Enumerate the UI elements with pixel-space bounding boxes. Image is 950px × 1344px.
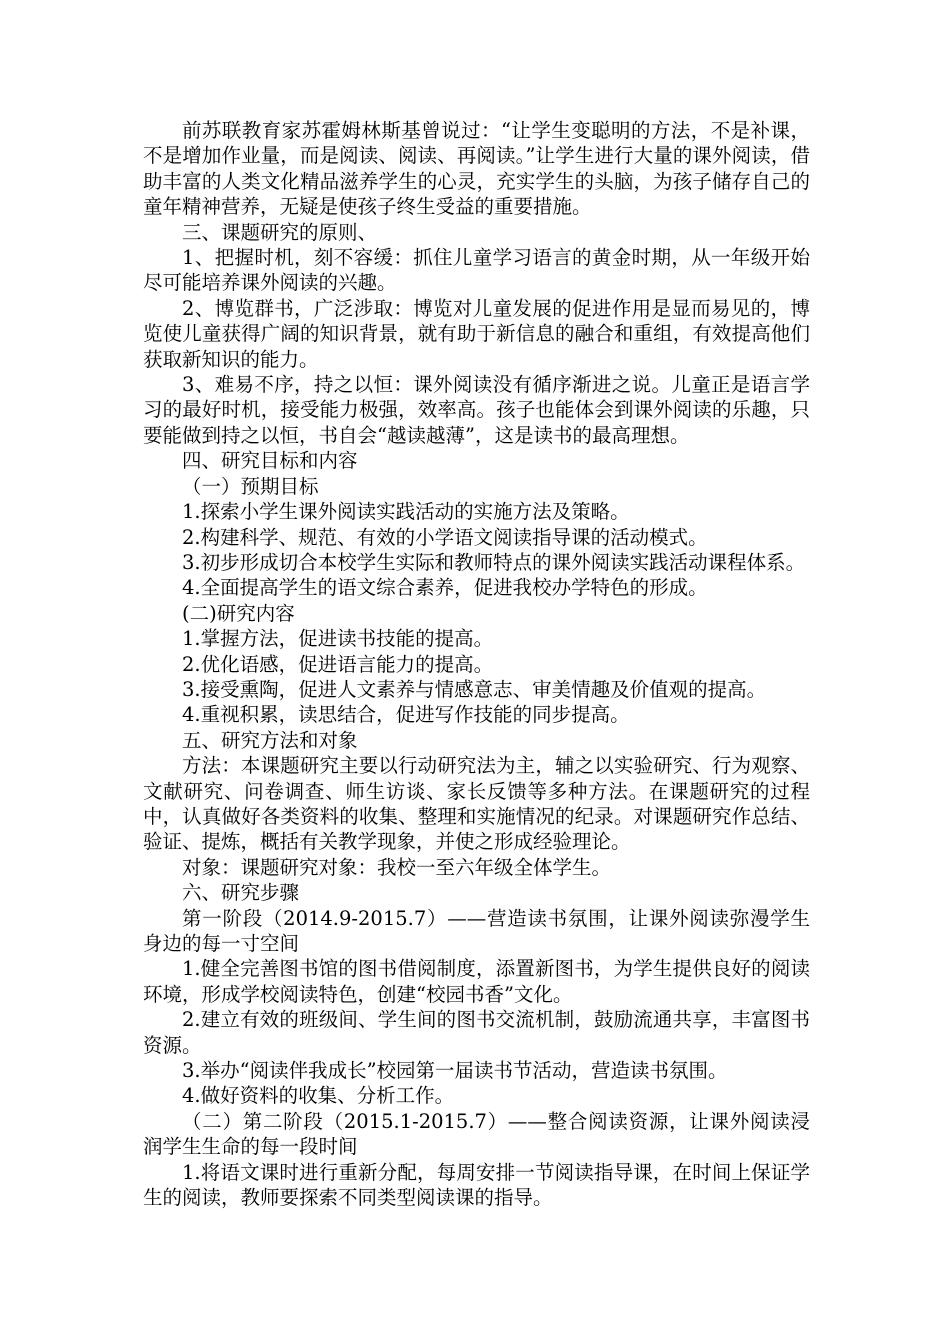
stage-1-item-3: 3.举办“阅读伴我成长”校园第一届读书节活动，营造读书氛围。 [182,1059,728,1083]
paragraph-intro-quote: 前苏联教育家苏霍姆林斯基曾说过：“让学生变聪明的方法，不是补课，不是增加作业量，而是阅读、阅读、再阅读。”让学生进行大量的课外阅读，借助丰富的人类文化精品滋养学生的心灵，充实学生的头脑，为孩子储存自己的童年精神营养，无疑是使孩子终生受益的重要措施。 [143,119,810,219]
document-body [143,118,810,1210]
content-2: 2.优化语感，促进语言能力的提高。 [182,652,494,676]
heading-section-6: 六、研究步骤 [182,881,300,905]
content-3: 3.接受熏陶，促进人文素养与情感意志、审美情趣及价值观的提高。 [182,677,767,701]
goal-4: 4.全面提高学生的语文综合素养，促进我校办学特色的形成。 [182,576,708,600]
goal-2: 2.构建科学、规范、有效的小学语文阅读指导课的活动模式。 [182,525,708,549]
subjects-paragraph: 对象：课题研究对象：我校一至六年级全体学生。 [182,855,612,879]
stage-1-item-4: 4.做好资料的收集、分析工作。 [182,1084,455,1108]
stage-2-item-1: 1.将语文课时进行重新分配，每周安排一节阅读指导课，在时间上保证学生的阅读，教师要探索不同类型阅读课的指导。 [143,1160,810,1210]
principle-1: 1、把握时机，刻不容缓：抓住儿童学习语言的黄金时期，从一年级开始尽可能培养课外阅读的兴趣。 [143,246,810,295]
subheading-expected-goals: （一）预期目标 [182,474,319,498]
stage-1-heading: 第一阶段（2014.9-2015.7）——营造读书氛围，让课外阅读弥漫学生身边的每一寸空间 [143,906,810,955]
heading-section-5: 五、研究方法和对象 [182,728,358,752]
content-1: 1.掌握方法，促进读书技能的提高。 [182,627,494,651]
stage-2-heading: （二）第二阶段（2015.1-2015.7）——整合阅读资源，让课外阅读浸润学生生命的每一段时间 [143,1109,810,1159]
principle-3: 3、难易不序，持之以恒：课外阅读没有循序渐进之说。儿童正是语言学习的最好时机，接受能力极强，效率高。孩子也能体会到课外阅读的乐趣，只要能做到持之以恒，书自会“越读越薄”，这是读书的最高理想。 [143,373,810,447]
content-4: 4.重视积累，读思结合，促进写作技能的同步提高。 [182,703,630,727]
principle-2: 2、博览群书，广泛涉取：博览对儿童发展的促进作用是显而易见的，博览使儿童获得广阔的知识背景，就有助于新信息的融合和重组，有效提高他们获取新知识的能力。 [143,296,810,371]
heading-section-4: 四、研究目标和内容 [182,449,358,473]
goal-1: 1.探索小学生课外阅读实践活动的实施方法及策略。 [182,500,630,524]
stage-1-item-1: 1.健全完善图书馆的图书借阅制度，添置新图书，为学生提供良好的阅读环境，形成学校阅读特色，创建“校园书香”文化。 [143,957,810,1006]
goal-3: 3.初步形成切合本校学生实际和教师特点的课外阅读实践活动课程体系。 [182,550,806,574]
stage-1-item-2: 2.建立有效的班级间、学生间的图书交流机制，鼓励流通共享，丰富图书资源。 [143,1008,810,1057]
subheading-research-content: (二)研究内容 [182,601,295,625]
methods-paragraph: 方法：本课题研究主要以行动研究法为主，辅之以实验研究、行为观察、文献研究、问卷调查、师生访谈、家长反馈等多种方法。在课题研究的过程中，认真做好各类资料的收集、整理和实施情况的纪录。对课题研究作总结、验证、提炼，概括有关教学现象，并使之形成经验理论。 [143,754,810,854]
heading-section-3: 三、课题研究的原则、 [182,220,378,244]
